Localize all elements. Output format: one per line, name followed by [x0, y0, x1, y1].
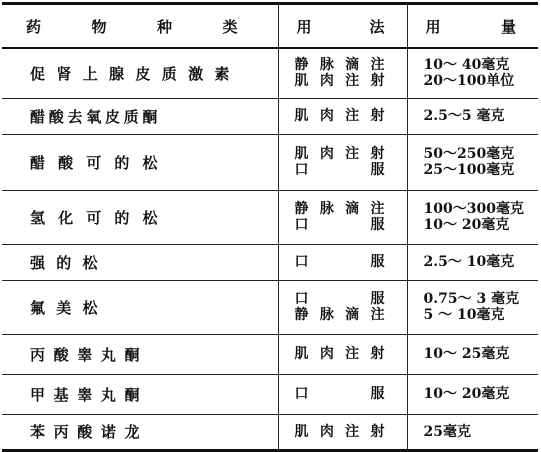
drug-name-cell [2, 48, 278, 98]
method-cell [278, 374, 407, 414]
drug-name-char: 酮 [124, 345, 140, 364]
drug-name-char: 强 [30, 253, 46, 272]
header-char: 类 [222, 17, 238, 36]
method-char: 服 [370, 386, 385, 402]
drug-name-char: 的 [114, 153, 130, 172]
method-char: 静 [294, 307, 309, 323]
drug-name [2, 297, 278, 318]
drug-name-char: 醋 [30, 107, 46, 126]
method-char: 口 [294, 386, 309, 402]
drug-name-char: 松 [82, 253, 98, 272]
drug-name-cell [2, 98, 278, 134]
dose-line: 10～ 20毫克 [423, 217, 510, 233]
drug-name-char: 酸 [77, 423, 93, 441]
dose-cell [407, 374, 538, 414]
drug-name-char: 的 [114, 208, 130, 227]
method-char: 肉 [319, 108, 334, 124]
table-body [2, 48, 538, 450]
drug-name-char: 丙 [53, 423, 69, 441]
drug-name-cell [2, 334, 278, 374]
dose-cell [407, 98, 538, 134]
drug-name-char: 酸 [53, 345, 69, 364]
drug-name-char: 酸 [48, 107, 64, 126]
method-line [279, 217, 407, 233]
drug-name [2, 152, 278, 173]
method-line [279, 146, 407, 162]
drug-name [2, 384, 278, 405]
method-char: 肌 [294, 423, 309, 440]
drug-name-char: 质 [161, 64, 177, 83]
table-row [2, 134, 538, 190]
drug-name-char: 美 [56, 298, 72, 317]
method-line [279, 201, 407, 217]
method-cell [278, 48, 407, 98]
header-char: 量 [500, 17, 516, 36]
drug-name-char: 激 [188, 64, 204, 83]
drug-name-char: 素 [214, 64, 230, 83]
drug-name-char: 去 [67, 107, 83, 126]
method-char: 肌 [294, 346, 309, 362]
table-row [2, 414, 538, 450]
method-char: 肉 [319, 146, 334, 162]
method-char: 射 [370, 146, 385, 162]
method-cell [278, 98, 407, 134]
method-char: 脉 [319, 307, 334, 323]
method-char: 肌 [294, 73, 309, 90]
header-char: 物 [91, 17, 107, 36]
method-char: 注 [370, 307, 385, 323]
dose-cell [407, 48, 538, 98]
drug-name-char: 丸 [100, 385, 116, 404]
dose-line: 10～ 25毫克 [423, 346, 510, 362]
header-char: 用 [425, 17, 441, 36]
dose-line: 25～100毫克 [423, 162, 515, 178]
drug-name-cell [2, 134, 278, 190]
drug-name-char: 可 [86, 153, 102, 172]
dose-line: 10～ 40毫克 [423, 57, 510, 74]
method-char: 注 [345, 346, 360, 362]
table-row [2, 334, 538, 374]
drug-name-char: 肾 [56, 64, 72, 83]
header-method [278, 4, 407, 49]
method-line [279, 307, 407, 323]
drug-name-char: 的 [56, 253, 72, 272]
header-char: 法 [369, 17, 385, 36]
method-char: 注 [370, 57, 385, 74]
method-char: 滴 [345, 307, 360, 323]
drug-name [2, 63, 278, 84]
method-char: 注 [345, 108, 360, 124]
drug-name-char: 氧 [86, 107, 102, 126]
dose-line: 10～ 20毫克 [423, 386, 510, 402]
method-char: 注 [345, 146, 360, 162]
method-char: 静 [294, 201, 309, 217]
method-line [279, 424, 407, 440]
drug-name-cell [2, 414, 278, 450]
dose-line: 5 ～ 10毫克 [423, 307, 505, 323]
drug-name-cell [2, 244, 278, 280]
method-cell [278, 134, 407, 190]
method-char: 口 [294, 162, 309, 178]
table-row [2, 280, 538, 334]
method-char: 肌 [294, 146, 309, 162]
drug-name-char: 酮 [124, 385, 140, 404]
table-row [2, 190, 538, 244]
drug-name-char: 甲 [30, 385, 46, 404]
method-cell [278, 280, 407, 334]
method-char: 肉 [319, 423, 334, 440]
method-char: 滴 [345, 201, 360, 217]
drug-name-char: 松 [82, 298, 98, 317]
method-line [279, 73, 407, 89]
table-row [2, 244, 538, 280]
method-char: 服 [370, 217, 385, 233]
method-char: 静 [294, 57, 309, 74]
method-line [279, 346, 407, 362]
drug-name-char: 皮 [135, 64, 151, 83]
drug-name-char: 松 [142, 208, 158, 227]
drug-name-char: 上 [82, 64, 98, 83]
header-char: 用 [296, 17, 312, 36]
drug-name [2, 421, 278, 442]
dose-line: 50～250毫克 [423, 146, 515, 162]
method-char: 射 [370, 346, 385, 362]
table-row [2, 48, 538, 98]
drug-name [2, 106, 278, 127]
method-char: 肌 [294, 108, 309, 124]
drug-name [2, 344, 278, 365]
method-cell [278, 244, 407, 280]
drug-name [2, 252, 278, 273]
method-line [279, 291, 407, 307]
method-char: 注 [345, 423, 360, 440]
dose-cell [407, 280, 538, 334]
method-char: 服 [370, 254, 385, 270]
table-row [2, 374, 538, 414]
dose-cell [407, 244, 538, 280]
drug-name-char: 酸 [58, 153, 74, 172]
method-char: 肉 [319, 73, 334, 90]
method-cell [278, 190, 407, 244]
method-line [279, 254, 407, 270]
method-line [279, 57, 407, 73]
method-line [279, 108, 407, 124]
drug-name-char: 酮 [142, 107, 158, 126]
method-char: 脉 [319, 57, 334, 74]
drug-name-char: 松 [142, 153, 158, 172]
drug-name [2, 207, 278, 228]
drug-name-char: 可 [86, 208, 102, 227]
drug-name-char: 基 [53, 385, 69, 404]
drug-name-char: 醋 [30, 153, 46, 172]
drug-name-char: 促 [30, 64, 46, 83]
method-char: 注 [370, 201, 385, 217]
dose-line: 20～100单位 [423, 73, 515, 90]
method-char: 脉 [319, 201, 334, 217]
drug-dosage-table [2, 2, 538, 452]
drug-name-char: 睾 [77, 385, 93, 404]
header-dose [407, 4, 538, 49]
method-line [279, 386, 407, 402]
method-char: 滴 [345, 57, 360, 74]
drug-name-char: 苯 [30, 423, 46, 441]
drug-name-char: 皮 [104, 107, 120, 126]
drug-name-char: 龙 [124, 423, 140, 441]
method-char: 服 [370, 291, 385, 307]
drug-name-char: 丙 [30, 345, 46, 364]
drug-name-char: 腺 [109, 64, 125, 83]
method-char: 口 [294, 254, 309, 270]
drug-name-char: 氢 [30, 208, 46, 227]
method-line [279, 162, 407, 178]
method-char: 射 [370, 108, 385, 124]
drug-name-char: 睾 [77, 345, 93, 364]
drug-name-char: 氟 [30, 298, 46, 317]
dose-line: 100～300毫克 [423, 201, 524, 217]
method-char: 射 [370, 73, 385, 90]
drug-name-char: 化 [58, 208, 74, 227]
method-char: 肉 [319, 346, 334, 362]
dose-line: 0.75～ 3 毫克 [423, 291, 520, 307]
dose-line: 2.5～ 10毫克 [423, 254, 515, 270]
table-header-row [2, 4, 538, 49]
dose-cell [407, 190, 538, 244]
drug-name-cell [2, 374, 278, 414]
method-char: 服 [370, 162, 385, 178]
drug-name-cell [2, 190, 278, 244]
drug-name-char: 质 [123, 107, 139, 126]
dose-line: 25毫克 [423, 423, 471, 440]
method-cell [278, 334, 407, 374]
dose-cell [407, 134, 538, 190]
header-char: 种 [156, 17, 172, 36]
header-char: 药 [26, 17, 42, 36]
method-char: 口 [294, 217, 309, 233]
dose-cell [407, 334, 538, 374]
drug-name-cell [2, 280, 278, 334]
table-row [2, 98, 538, 134]
header-drug-type [2, 4, 278, 49]
dose-line: 2.5～5 毫克 [423, 108, 505, 124]
method-char: 注 [345, 73, 360, 90]
drug-name-char: 诺 [100, 423, 116, 441]
dose-cell [407, 414, 538, 450]
drug-name-char: 丸 [100, 345, 116, 364]
method-char: 射 [370, 423, 385, 440]
method-cell [278, 414, 407, 450]
method-char: 口 [294, 291, 309, 307]
